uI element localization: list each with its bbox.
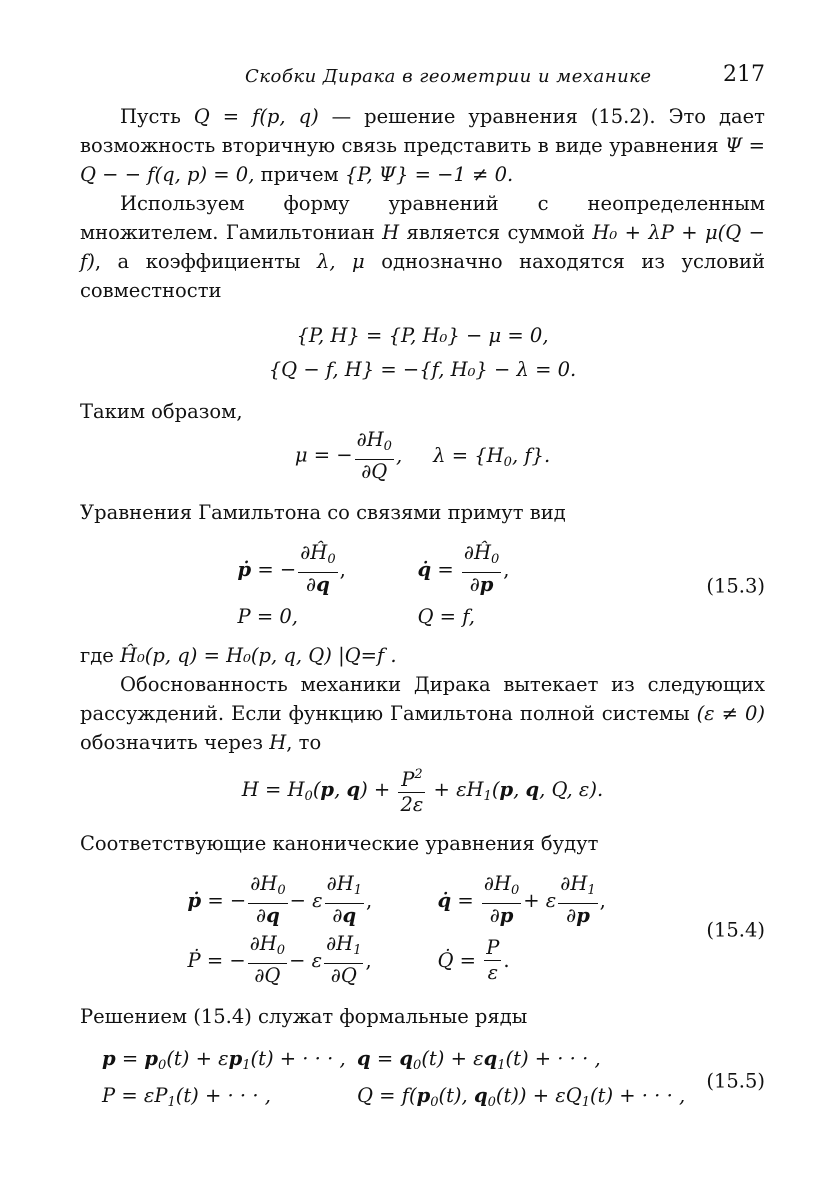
paragraph-5: где Ĥ₀(p, q) = H₀(p, q, Q) |Q=f . [80, 644, 397, 667]
paragraph-2: Используем форму уравнений с неопределенным множителем. Гамильтониан H является суммой H₀ + λP + μ(Q − f), а коэффициенты λ, μ однозначно находятся из условий совместности [80, 192, 765, 302]
q-definition: Q = f(p, q) [193, 105, 319, 128]
page [80, 60, 765, 1117]
lambda-mu: λ, μ [316, 250, 365, 273]
page-header [80, 60, 765, 96]
equation-number-15-5: (15.5) [706, 1069, 765, 1093]
eq4-p-dot: ṗ = − $\frac{\partial H_0}{\partial q}$ − ε $\frac{\partial H_1}{\partial q}$ , [187, 872, 373, 927]
compat-line-1: {P, H} = {P, H₀} − μ = 0, [296, 324, 549, 347]
eq-p-zero: P = 0, [237, 604, 298, 628]
paragraph-3: Таким образом, [80, 400, 243, 423]
eq-p-dot: ṗ = − $\frac{\partial Ĥ_0}{\partial q}$ , [237, 541, 346, 596]
paragraph-8: Решением (15.4) служат формальные ряды [80, 1005, 528, 1028]
equation-15-5 [80, 1045, 765, 1117]
mu-lambda-formula: μ = − $\frac{\partial H_0}{\partial Q}$ , $\lambda = \{H_0$, f}. [294, 428, 551, 483]
eq-q-dot: q̇ = $\frac{\partial Ĥ_0}{\partial p}$ , [417, 541, 510, 596]
equation-15-3 [80, 541, 765, 631]
page-number: 217 [723, 62, 765, 87]
hamiltonian-symbol: H [382, 221, 400, 244]
eq4-Q-dot: Q̇ = $\frac{P}{\varepsilon}$ . [437, 935, 510, 984]
full-H-symbol: H [269, 731, 287, 754]
compatibility-conditions [80, 319, 765, 387]
epsilon-condition: (ε ≠ 0) [696, 702, 765, 725]
hat-definition: Ĥ₀(p, q) = H₀(p, q, Q) |Q=f . [119, 644, 397, 667]
psi-definition: Ψ = Q − − f(q, p) = 0, [80, 134, 766, 186]
paragraph-4: Уравнения Гамильтона со связями примут вид [80, 501, 566, 524]
series-q: $q = q_0(t) + \varepsilon q_1(t)$ + · · · , [357, 1047, 601, 1073]
equation-number-15-3: (15.3) [706, 574, 765, 598]
series-p: $p = p_0(t) + \varepsilon p_1(t)$ + · · · , [102, 1047, 346, 1073]
eq4-q-dot: q̇ = $\frac{\partial H_0}{\partial p}$ + ε $\frac{\partial H_1}{\partial p}$ , [437, 872, 606, 927]
equation-number-15-4: (15.4) [706, 918, 765, 942]
eq4-P-dot: Ṗ = − $\frac{\partial H_0}{\partial Q}$ − ε $\frac{\partial H_1}{\partial Q}$ , [187, 932, 372, 987]
series-Q: $Q = f(p_0(t)$, $q_0(t)) + \varepsilon Q_1(t)$ + · · · , [357, 1084, 686, 1110]
equation-15-4 [80, 872, 765, 988]
running-title: Скобки Дирака в геометрии и механике [245, 66, 652, 87]
fraction: $\frac{\partial H_0}{\partial Q}$ [356, 428, 392, 483]
compat-line-2: {Q − f, H} = −{f, H₀} − λ = 0. [268, 358, 577, 381]
paragraph-6: Обоснованность механики Дирака вытекает из следующих рассуждений. Если функцию Гамильтона полной системы (ε ≠ 0) обозначить через H, то [80, 673, 765, 754]
eq-q-f: Q = f, [417, 604, 475, 628]
paragraph-1: Пусть Q = f(p, q) — решение уравнения (15.2). Это дает возможность вторичную связь представить в виде уравнения Ψ = Q − − f(q, p) = 0, причем {P, Ψ} = −1 ≠ 0. [80, 105, 766, 186]
bracket-condition: {P, Ψ} = −1 ≠ 0. [344, 163, 514, 186]
hamiltonian-sum: H₀ + λP + μ(Q − f) [80, 221, 765, 273]
paragraph-7: Соответствующие канонические уравнения будут [80, 832, 599, 855]
full-hamiltonian: $H = H_0(p$, q) + $\frac{P^2}{2\varepsilon}$ + $\varepsilon H_1(p$, q, Q, ε). [80, 763, 765, 817]
series-P: $P = \varepsilon P_1(t)$ + · · · , [102, 1084, 271, 1110]
